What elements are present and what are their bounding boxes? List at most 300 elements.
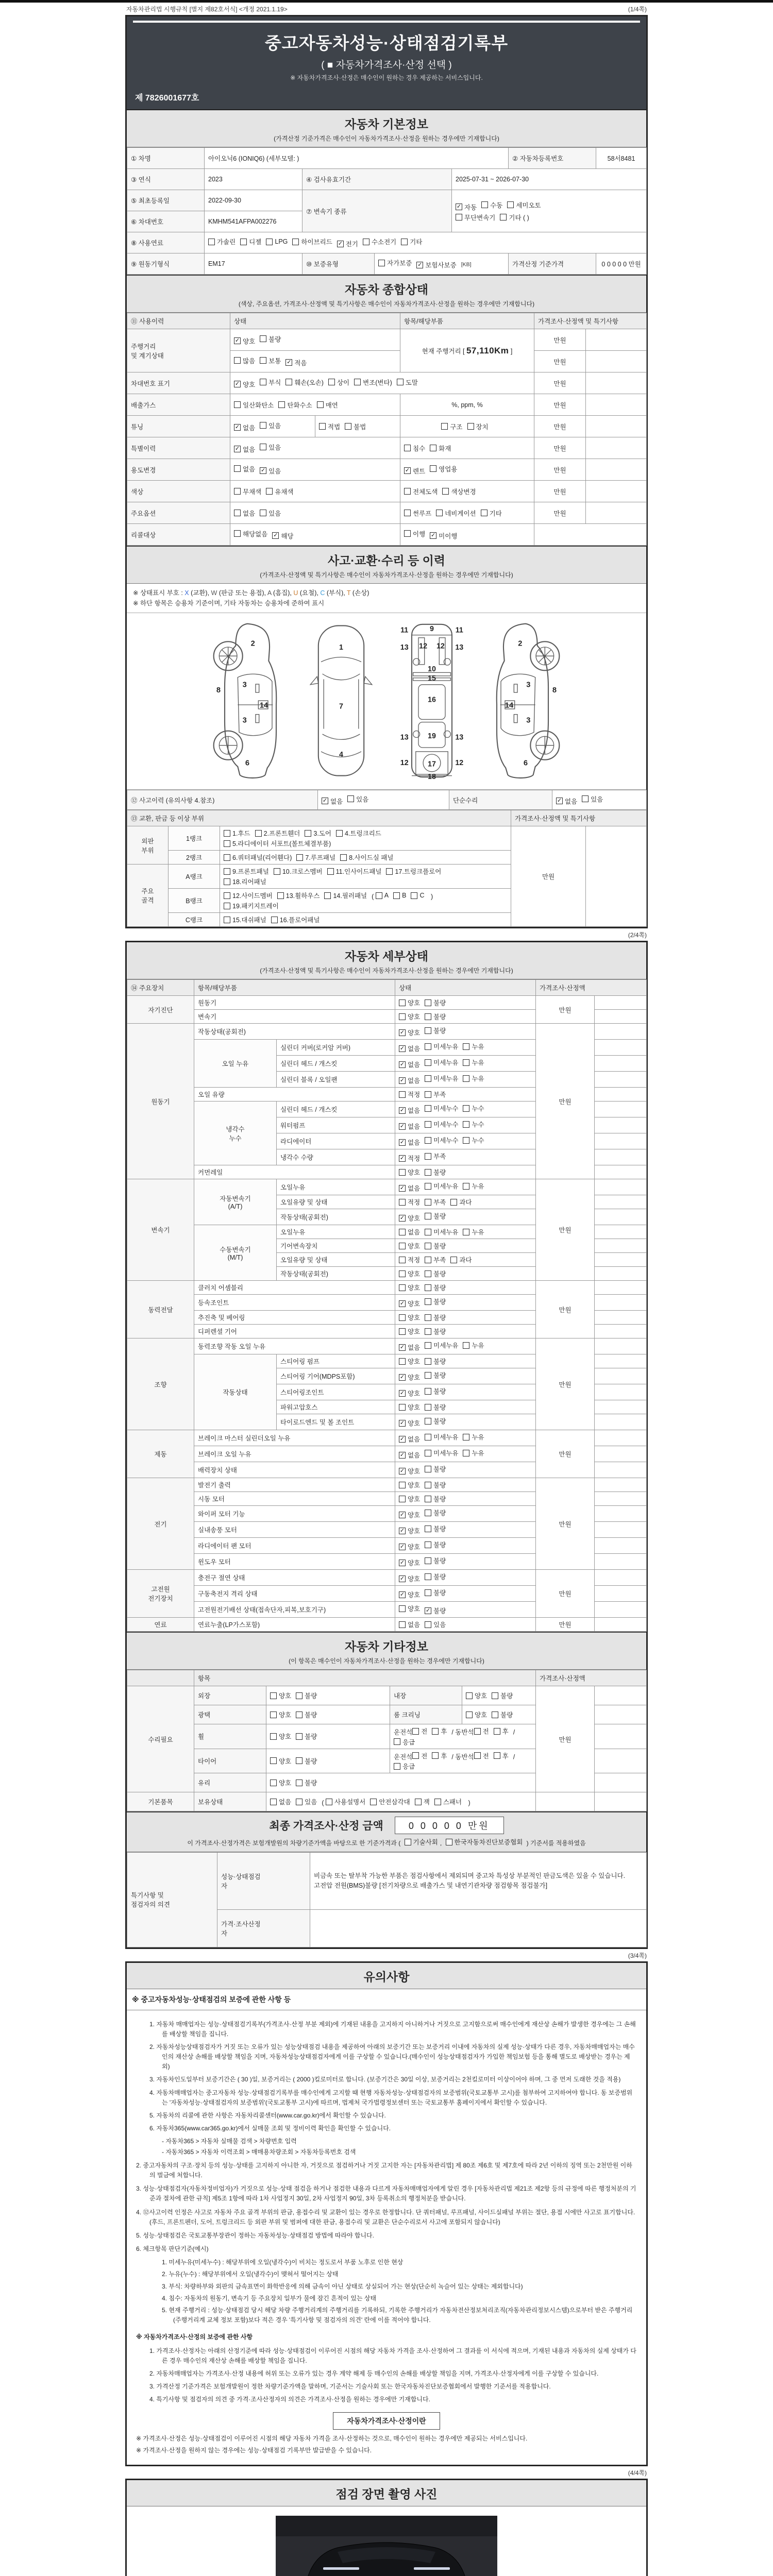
accident-history-row	[127, 790, 646, 810]
cell: B랭크	[169, 889, 220, 913]
checkbox-있음	[260, 421, 281, 430]
checkbox-없음	[556, 796, 577, 806]
checkbox-응급	[394, 1761, 415, 1771]
cell: ⑦ 변속기 종류	[303, 190, 452, 232]
unchecked-box-icon	[234, 357, 241, 364]
checkbox-cell	[395, 1446, 536, 1462]
checkbox-label: 불법	[354, 423, 366, 431]
checkbox-label: 누유	[472, 1183, 484, 1190]
checkbox-label: 없음	[408, 1077, 421, 1084]
checkbox-label: 적정	[408, 1091, 421, 1098]
cell: 작동상태	[194, 1354, 277, 1430]
panel-number-label: 7	[339, 702, 343, 711]
checkbox-label: 누유	[472, 1434, 484, 1441]
checked-box-icon: ✓	[399, 1511, 405, 1518]
panel-number-label: 12	[455, 758, 464, 767]
unchecked-box-icon	[446, 1839, 452, 1845]
checkbox-label: 5.라디에이터 서포트(볼트체결부품)	[232, 840, 331, 848]
text-fragment: / 동반석	[451, 1753, 474, 1760]
page-marker-3: (3/4쪽)	[628, 1952, 647, 1959]
photos-title: 점검 장면 촬영 사진	[335, 2487, 438, 2501]
checked-box-icon: ✓	[399, 1184, 405, 1191]
unchecked-box-icon	[411, 892, 417, 899]
checkbox-전	[412, 1751, 427, 1760]
cell: 오일 유량	[194, 1088, 395, 1101]
checkbox-cell	[230, 481, 400, 502]
final-price-band	[127, 1811, 646, 1852]
unchecked-box-icon	[456, 214, 462, 221]
unchecked-box-icon	[234, 401, 241, 408]
checkbox-불량	[425, 1167, 446, 1177]
checkbox-label: 불량	[433, 1372, 446, 1379]
unchecked-box-icon	[234, 465, 241, 472]
text-fragment: (판금 또는 용접),	[217, 589, 267, 597]
checkbox-양호	[399, 1313, 420, 1322]
notice-heading-1: ※ 중고자동차성능·상태점검의 보증에 관한 사항 등	[127, 1989, 646, 2010]
cell: 2022-09-30	[205, 190, 303, 211]
checkbox-불량	[425, 1556, 446, 1565]
cell: A랭크	[169, 865, 220, 889]
cell	[595, 1773, 647, 1792]
checkbox-불량	[425, 1283, 446, 1292]
panel-number-label: 12	[400, 758, 409, 767]
cell: 광택	[194, 1705, 266, 1724]
cell	[595, 1010, 647, 1024]
unchecked-box-icon	[399, 1496, 406, 1502]
panel-number-label: 3	[526, 716, 531, 725]
cell: ⑨ 원동기형식	[127, 253, 205, 275]
cell: ⑤ 최초등록일	[127, 190, 205, 211]
cell: 가격조사·산정액 및 특기사항	[534, 313, 647, 329]
checkbox-미세누유	[425, 1074, 458, 1083]
checkbox-label: 11.인사이드패널	[335, 868, 382, 875]
text-fragment: 57,110Km	[466, 345, 509, 355]
unchecked-box-icon	[399, 1605, 406, 1612]
price-definition-note: ※ 가격조사·산정을 원하지 않는 경우에는 성능·상태점검 기록부만 발급받을 수 있습니다.	[136, 2447, 372, 2454]
cell: 와이퍼 모터 기능	[194, 1506, 395, 1522]
cell: 커먼레일	[194, 1165, 395, 1179]
cell	[595, 1195, 647, 1209]
checkbox-label: 양호	[279, 1780, 292, 1787]
checkbox-label: 후	[441, 1728, 447, 1735]
checkbox-label: 매연	[325, 401, 338, 409]
checked-box-icon: ✓	[234, 446, 240, 452]
checkbox-label: 불량	[433, 1557, 446, 1565]
checkbox-label: 누유	[472, 1043, 484, 1050]
panel-number-label: 13	[455, 643, 464, 652]
header-divider	[133, 21, 640, 23]
unchecked-box-icon	[277, 892, 284, 899]
checkbox-cell	[395, 1354, 536, 1368]
checkbox-label: 14.필러패널	[333, 892, 367, 900]
cell	[595, 1133, 647, 1149]
checkbox-cell	[395, 1133, 536, 1149]
checkbox-label: 수소전기	[371, 239, 397, 246]
checkbox-label: 누유	[472, 1229, 484, 1236]
cell	[595, 1149, 647, 1165]
cell: 오일누유	[277, 1179, 395, 1195]
checkbox-label: 양호	[408, 1560, 421, 1567]
checkbox-label: 과다	[459, 1257, 472, 1264]
panel-number-label: 10	[428, 665, 436, 673]
section-overall-status	[127, 275, 646, 313]
cell	[595, 1462, 647, 1478]
cell	[595, 1024, 647, 1040]
checkbox-label: 양호	[408, 1528, 421, 1535]
unchecked-box-icon	[425, 1482, 431, 1488]
panel-number-label: 6	[523, 759, 528, 768]
checkbox-없음	[399, 1434, 420, 1444]
checkbox-cell	[395, 1368, 536, 1384]
checkbox-양호	[399, 1299, 420, 1308]
cell: 특별이력	[127, 437, 230, 459]
checkbox-있음	[260, 443, 281, 452]
checkbox-label: 불량	[305, 1757, 317, 1765]
unchecked-box-icon	[399, 1482, 406, 1488]
document-subtitle: ( ■ 자동차가격조사·산정 선택 )	[321, 60, 452, 71]
cell	[595, 1618, 647, 1632]
checkbox-label: 양호	[243, 337, 256, 345]
checkbox-미세누수	[425, 1136, 458, 1145]
unchecked-box-icon	[274, 868, 280, 875]
checkbox-없음	[399, 1183, 420, 1193]
checkbox-label: 없음	[408, 1185, 421, 1192]
checkbox-label: 없음	[408, 1123, 421, 1130]
checkbox-cell	[266, 1724, 390, 1749]
checkbox-누수	[463, 1120, 484, 1129]
cell: 만원	[534, 372, 586, 394]
cell: 유리	[194, 1773, 266, 1792]
cell	[595, 1724, 647, 1749]
checkbox-누유	[463, 1074, 484, 1083]
checkbox-15.대쉬패널	[224, 915, 266, 924]
text-fragment: 운전석	[394, 1728, 413, 1736]
text-fragment: (교환),	[189, 589, 211, 597]
checkbox-양호	[399, 1327, 420, 1336]
unchecked-box-icon	[399, 1314, 406, 1321]
unchecked-box-icon	[425, 1213, 431, 1219]
final-price-amount: 0 0 0 0 0 만원	[395, 1817, 504, 1834]
notice-price-item: 2. 자동차매매업자는 가격조사·산정 내용에 허위 또는 오류가 있는 경우 계약 해제 등 매수인의 손해를 배상할 책임을 지며, 가격조사·산정자에게 이를 구상할 수 있습니다.	[149, 2369, 599, 2377]
checked-box-icon: ✓	[399, 1559, 405, 1566]
panel-number-label: 14	[259, 701, 268, 710]
unchecked-box-icon	[305, 830, 311, 837]
cell: 실린더 헤드 / 개스킷	[277, 1101, 395, 1117]
cell: 2023	[205, 169, 303, 190]
checkbox-수소전기	[363, 237, 396, 246]
checkbox-label: 양호	[408, 1013, 421, 1021]
checkbox-없음	[399, 1044, 420, 1053]
cell	[595, 1225, 647, 1239]
checkbox-기타	[481, 509, 502, 518]
checkbox-label: 유채색	[275, 488, 294, 496]
checkbox-cell	[230, 502, 400, 524]
cell	[595, 1368, 647, 1384]
cell: 만원	[534, 459, 586, 481]
checkbox-후	[432, 1751, 447, 1760]
notice-sub-line: - 자동차365 > 자동차 실매물 검색 > 차량번호 입력	[162, 2138, 297, 2145]
cell: 전기	[127, 1478, 194, 1570]
cell: 가격·조사산정 자	[217, 1909, 310, 1947]
cell: 스티어링조인트	[277, 1384, 395, 1400]
checkbox-label: 없음	[408, 1107, 421, 1114]
cell: 2025-07-31 ~ 2026-07-30	[452, 169, 647, 190]
cell: 단순수리	[449, 790, 552, 810]
checkbox-불량	[425, 1012, 446, 1021]
checkbox-4.트렁크리드	[336, 828, 381, 838]
unchecked-box-icon	[399, 1257, 406, 1263]
section-title-basic: 자동차 기본정보	[345, 117, 428, 131]
checkbox-렌트	[404, 466, 425, 476]
checkbox-cell	[395, 1384, 536, 1400]
checkbox-cell	[395, 1209, 536, 1225]
cell: 등속조인트	[194, 1295, 395, 1311]
checkbox-label: 양호	[408, 1270, 421, 1278]
checkbox-label: 있음	[433, 1621, 446, 1629]
unchecked-box-icon	[441, 423, 448, 430]
checkbox-label: 6.쿼터패널(리어휀다)	[232, 854, 292, 861]
page-marker-1: (1/4쪽)	[628, 6, 647, 13]
cell: 만원	[534, 329, 586, 351]
checkbox-적정	[399, 1197, 420, 1207]
unchecked-box-icon	[270, 1711, 277, 1718]
checkbox-cell	[220, 913, 511, 927]
cell: 리콜대상	[127, 524, 230, 546]
unchecked-box-icon	[434, 1799, 441, 1805]
checkbox-label: 3.도어	[313, 830, 331, 837]
unchecked-box-icon	[260, 444, 266, 450]
checkbox-label: 없음	[408, 1436, 421, 1443]
unchecked-box-icon	[425, 1342, 431, 1349]
checkbox-label: LPG	[275, 238, 288, 245]
checked-box-icon: ✓	[234, 381, 240, 387]
notice-criteria-item: 3. 부식: 차량하부와 외판의 금속표면이 화학반응에 의해 금속이 아닌 상태로 상실되어 가는 현상(단순히 녹슬어 있는 상태는 제외합니다)	[162, 2282, 523, 2290]
checkbox-label: 양호	[408, 1358, 421, 1365]
cell: 실린더 커버(로커암 커버)	[277, 1040, 395, 1056]
checkbox-없음	[399, 1138, 420, 1147]
panel-number-label: 11	[455, 626, 463, 635]
detail-status-table	[127, 979, 646, 1632]
cell: 실내송풍 모터	[194, 1522, 395, 1538]
cell: 스티어링 기어(MDPS포함)	[277, 1368, 395, 1384]
unchecked-box-icon	[336, 830, 343, 837]
checkbox-cell	[395, 1506, 536, 1522]
cell: 스티어링 펌프	[277, 1354, 395, 1368]
checkbox-label: 보통	[268, 357, 281, 365]
checkbox-label: 없음	[330, 798, 343, 805]
section-title-detail: 자동차 세부상태	[345, 950, 428, 963]
unchecked-box-icon	[442, 488, 449, 495]
text-fragment: 이 가격조사·산정가격은 보험개발원의 차량기준가액을 바탕으로 한 기준가격과 (	[187, 1839, 402, 1847]
checkbox-부족	[425, 1090, 446, 1099]
checkbox-불량	[296, 1710, 317, 1719]
checkbox-양호	[234, 380, 255, 389]
checkbox-불량	[425, 1327, 446, 1336]
checkbox-label: 부족	[433, 1257, 446, 1264]
unchecked-box-icon	[270, 1757, 277, 1764]
cell: 만원	[534, 351, 586, 372]
unchecked-box-icon	[234, 510, 241, 516]
checkbox-label: 12.사이드멤버	[232, 892, 273, 900]
unchecked-box-icon	[425, 1169, 431, 1176]
notice-body	[127, 2010, 646, 2465]
cell: 브레이크 오일 누유	[194, 1446, 395, 1462]
unchecked-box-icon	[378, 260, 385, 266]
cell: 수동변속기 (M/T)	[194, 1225, 277, 1281]
unchecked-box-icon	[425, 1075, 431, 1082]
checkbox-미이행	[430, 531, 457, 540]
checkbox-불량	[425, 1606, 446, 1615]
checkbox-cell	[395, 1492, 536, 1506]
checkbox-label: 탄화수소	[287, 401, 312, 409]
cell: 만원	[511, 826, 586, 927]
checkbox-무채색	[234, 487, 261, 496]
checkbox-부식	[260, 378, 281, 387]
checkbox-label: 양호	[408, 1575, 421, 1583]
unchecked-box-icon	[260, 510, 266, 516]
checkbox-label: 수동	[490, 201, 503, 209]
unchecked-box-icon	[404, 530, 411, 537]
unchecked-box-icon	[271, 917, 278, 923]
checked-box-icon: ✓	[417, 261, 423, 268]
cell: 디퍼렌셜 기어	[194, 1325, 395, 1338]
unchecked-box-icon	[270, 1692, 277, 1699]
unchecked-box-icon	[463, 1137, 469, 1144]
checkbox-label: 19.패키지트레이	[232, 903, 279, 910]
cell	[586, 372, 647, 394]
cell	[534, 524, 647, 546]
cell: 만원	[534, 416, 586, 437]
cell: 만원	[536, 1179, 595, 1281]
unchecked-box-icon	[270, 1799, 277, 1805]
checkbox-누유	[463, 1448, 484, 1458]
cell: 만원	[536, 1570, 595, 1618]
checkbox-label: 자동	[464, 204, 477, 211]
checked-box-icon: ✓	[399, 1155, 405, 1161]
cell: 수리필요	[127, 1686, 194, 1792]
unchecked-box-icon	[425, 1183, 431, 1190]
unchecked-box-icon	[404, 510, 411, 516]
checkbox-label: 전기	[345, 241, 358, 248]
car-side-left-view	[207, 618, 284, 783]
cell: 타이로드엔드 및 볼 조인트	[277, 1414, 395, 1430]
unchecked-box-icon	[425, 999, 431, 1006]
checkbox-label: 스패너	[443, 1799, 462, 1806]
checkbox-화재	[430, 444, 451, 453]
checkbox-label: 미세누유	[433, 1229, 459, 1236]
cell: 기본품목	[127, 1792, 194, 1811]
text-fragment: ※ 상태표시 부호 :	[133, 589, 185, 597]
legend-symbols	[133, 588, 640, 598]
checkbox-label: 미세누유	[433, 1075, 459, 1082]
checkbox-cell	[395, 1522, 536, 1538]
checkbox-label: 양호	[279, 1757, 292, 1765]
checkbox-불량	[425, 1588, 446, 1597]
checkbox-label: 없음	[408, 1229, 421, 1236]
notice-heading-2: ※ 자동차가격조사·산정의 보증에 관한 사항	[136, 2333, 253, 2341]
checkbox-label: 전	[482, 1752, 489, 1760]
unchecked-box-icon	[412, 1728, 419, 1735]
checkbox-label: 잭	[423, 1799, 430, 1806]
section-basic-info	[127, 110, 646, 147]
cell: 원동기	[127, 1024, 194, 1179]
panel-number-label: 8	[216, 686, 221, 694]
checkbox-label: 있음	[356, 795, 369, 803]
cell: 만원	[534, 394, 586, 416]
checkbox-label: 불량	[433, 1541, 446, 1549]
cell	[595, 1538, 647, 1554]
unchecked-box-icon	[415, 1799, 422, 1805]
checkbox-label: 15.대쉬패널	[232, 917, 266, 924]
unchecked-box-icon	[492, 1692, 498, 1699]
checkbox-cell	[462, 1686, 536, 1705]
checkbox-label: 장치	[476, 423, 489, 431]
unchecked-box-icon	[260, 422, 266, 429]
checkbox-label: 양호	[408, 1215, 421, 1222]
cell	[586, 351, 647, 372]
checkbox-있음	[582, 794, 603, 804]
checked-box-icon: ✓	[399, 1451, 405, 1458]
checkbox-양호	[399, 1526, 420, 1535]
checkbox-label: 불량	[305, 1780, 317, 1787]
cell: 제동	[127, 1430, 194, 1478]
cell	[595, 1088, 647, 1101]
checkbox-label: 미세누유	[433, 1043, 459, 1050]
checkbox-label: 상이	[337, 379, 350, 386]
cell	[310, 1909, 647, 1947]
unchecked-box-icon	[324, 892, 331, 899]
cell	[586, 502, 647, 524]
unchecked-box-icon	[463, 1043, 469, 1050]
checkbox-cell	[395, 1295, 536, 1311]
checkbox-label: 누유	[472, 1075, 484, 1082]
checkbox-label: 미세누유	[433, 1450, 459, 1457]
checkbox-탄화수소	[278, 400, 312, 410]
checkbox-불량	[425, 1370, 446, 1380]
checkbox-label: 없음	[243, 465, 256, 473]
checked-box-icon: ✓	[399, 1374, 405, 1380]
cell: 고전원전기배선 상태(접속단자,피복,보호기구)	[194, 1602, 395, 1618]
checkbox-불량	[260, 334, 281, 344]
text-fragment: (흠집),	[271, 589, 294, 597]
section-title-extra: 자동차 기타정보	[345, 1640, 428, 1653]
checkbox-cell	[266, 1705, 390, 1724]
cell: 기어변속장치	[277, 1239, 395, 1253]
checkbox-label: 불량	[433, 1298, 446, 1306]
checkbox-양호	[399, 1357, 420, 1366]
cell: 0 0 0 0 0 만원	[596, 253, 647, 275]
checkbox-label: 2.프론트휀더	[263, 830, 300, 837]
checkbox-보험사보증	[416, 260, 456, 269]
checkbox-불량	[492, 1710, 513, 1719]
cell	[536, 1792, 595, 1811]
checkbox-불량	[425, 1416, 446, 1426]
unchecked-box-icon	[354, 379, 361, 385]
panel-number-label: 3	[242, 716, 247, 725]
cell	[595, 1522, 647, 1538]
checkbox-장치	[467, 422, 489, 431]
panel-number-label: 13	[455, 733, 464, 742]
cell	[595, 1165, 647, 1179]
unchecked-box-icon	[494, 1728, 500, 1735]
cell	[452, 190, 647, 232]
checkbox-label: 불량	[500, 1692, 513, 1700]
unchecked-box-icon	[425, 1091, 431, 1098]
unchecked-box-icon	[425, 1328, 431, 1335]
cell: 만원	[534, 502, 586, 524]
checkbox-사용설명서	[326, 1797, 365, 1806]
checkbox-양호	[270, 1691, 291, 1700]
